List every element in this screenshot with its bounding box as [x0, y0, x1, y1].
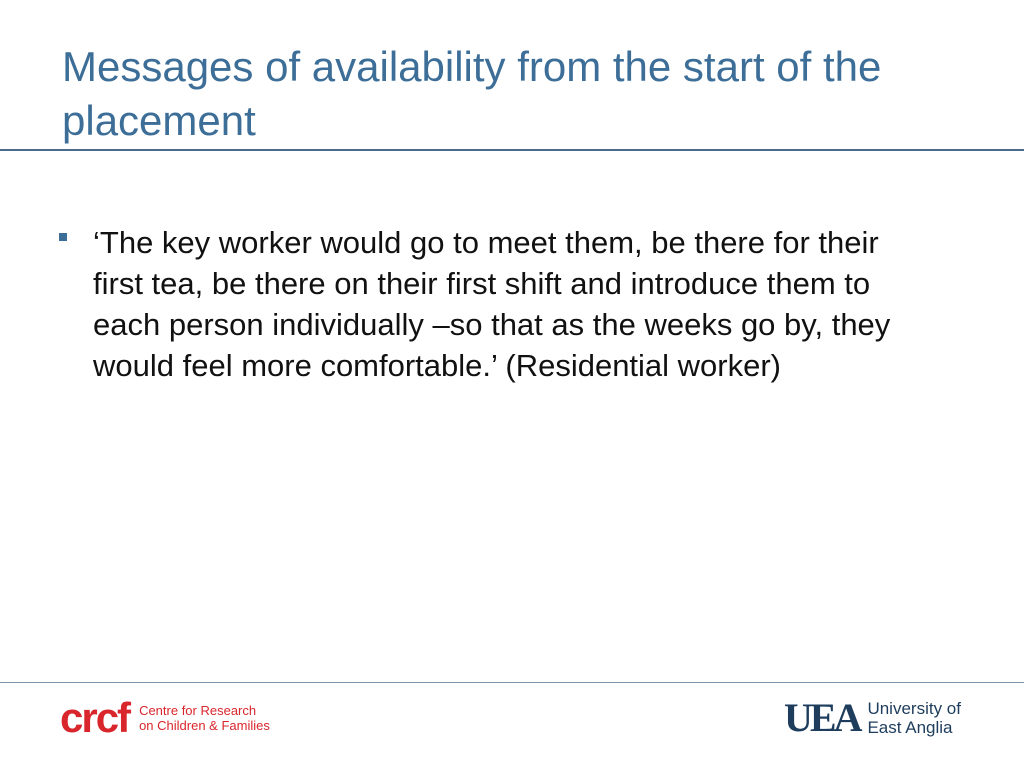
- crcf-logo-line-1: Centre for Research: [139, 703, 257, 718]
- uea-logo-line-1: University of: [867, 699, 961, 718]
- title-divider: [0, 149, 1024, 151]
- crcf-logo: [60, 696, 270, 740]
- bullet-list: [57, 222, 937, 386]
- uea-logo-mark: UEA: [784, 695, 860, 740]
- footer-divider: [0, 682, 1024, 683]
- crcf-logo-text: [139, 703, 270, 733]
- uea-logo-text: [867, 699, 961, 737]
- bullet-text: ‘The key worker would go to meet them, be there for their first tea, be there on their first shift and introduce them to each person individually –so that as the weeks go by, they would feel more comfortable.’ (Residential worker): [93, 225, 891, 383]
- slide-title: Messages of availability from the start of the placement: [62, 43, 882, 144]
- square-bullet-icon: [59, 233, 67, 241]
- crcf-logo-mark: crcf: [60, 694, 130, 741]
- crcf-logo-line-2: on Children & Families: [139, 718, 270, 733]
- uea-logo: [784, 696, 961, 740]
- bullet-item: [57, 222, 937, 386]
- uea-logo-line-2: East Anglia: [867, 718, 953, 737]
